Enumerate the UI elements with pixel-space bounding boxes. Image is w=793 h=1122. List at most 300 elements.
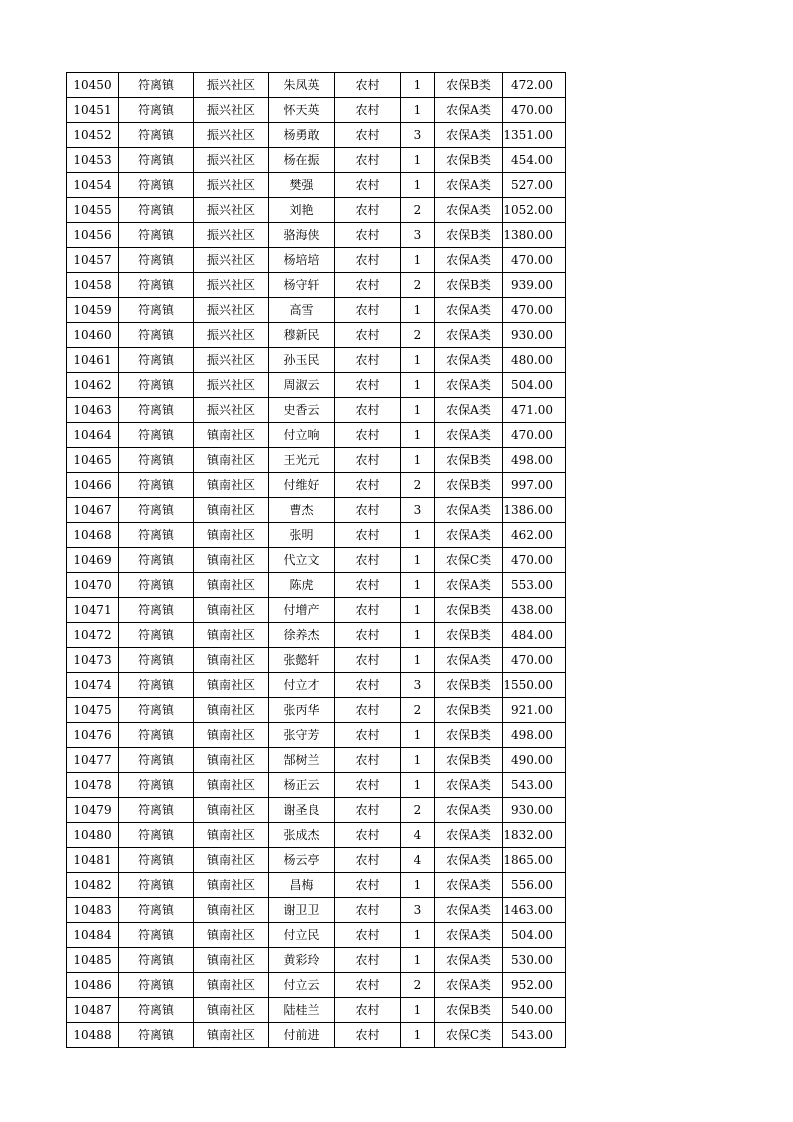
record-number-cell: 10454 (67, 173, 119, 198)
household-count-cell: 1 (401, 773, 435, 798)
name-cell: 陈虎 (269, 573, 335, 598)
insurance-category-cell: 农保A类 (435, 98, 503, 123)
table-row (67, 98, 566, 123)
record-number-cell: 10456 (67, 223, 119, 248)
household-count-cell: 1 (401, 948, 435, 973)
insurance-category-cell: 农保B类 (435, 448, 503, 473)
record-number-cell: 10481 (67, 848, 119, 873)
amount-cell: 504.00 (503, 373, 566, 398)
town-cell: 符离镇 (119, 1023, 194, 1048)
amount-cell: 1052.00 (503, 198, 566, 223)
household-count-cell: 1 (401, 398, 435, 423)
community-cell: 振兴社区 (194, 323, 269, 348)
community-cell: 振兴社区 (194, 198, 269, 223)
community-cell: 振兴社区 (194, 398, 269, 423)
table-row (67, 573, 566, 598)
amount-cell: 939.00 (503, 273, 566, 298)
table-row (67, 1023, 566, 1048)
area-type-cell: 农村 (335, 773, 401, 798)
town-cell: 符离镇 (119, 373, 194, 398)
area-type-cell: 农村 (335, 698, 401, 723)
area-type-cell: 农村 (335, 98, 401, 123)
name-cell: 孙玉民 (269, 348, 335, 373)
town-cell: 符离镇 (119, 973, 194, 998)
amount-cell: 462.00 (503, 523, 566, 548)
amount-cell: 921.00 (503, 698, 566, 723)
town-cell: 符离镇 (119, 448, 194, 473)
table-row (67, 273, 566, 298)
area-type-cell: 农村 (335, 348, 401, 373)
area-type-cell: 农村 (335, 798, 401, 823)
amount-cell: 470.00 (503, 98, 566, 123)
table-row (67, 823, 566, 848)
table-row (67, 798, 566, 823)
household-count-cell: 1 (401, 873, 435, 898)
name-cell: 穆新民 (269, 323, 335, 348)
town-cell: 符离镇 (119, 598, 194, 623)
household-count-cell: 3 (401, 223, 435, 248)
area-type-cell: 农村 (335, 73, 401, 98)
town-cell: 符离镇 (119, 798, 194, 823)
town-cell: 符离镇 (119, 348, 194, 373)
insurance-category-cell: 农保A类 (435, 823, 503, 848)
town-cell: 符离镇 (119, 923, 194, 948)
table-row (67, 423, 566, 448)
insurance-category-cell: 农保A类 (435, 373, 503, 398)
community-cell: 振兴社区 (194, 273, 269, 298)
record-number-cell: 10479 (67, 798, 119, 823)
insurance-category-cell: 农保B类 (435, 748, 503, 773)
record-number-cell: 10457 (67, 248, 119, 273)
record-number-cell: 10477 (67, 748, 119, 773)
name-cell: 杨云亭 (269, 848, 335, 873)
community-cell: 振兴社区 (194, 148, 269, 173)
community-cell: 振兴社区 (194, 248, 269, 273)
household-count-cell: 3 (401, 498, 435, 523)
record-number-cell: 10471 (67, 598, 119, 623)
community-cell: 镇南社区 (194, 948, 269, 973)
table-row (67, 598, 566, 623)
name-cell: 付立民 (269, 923, 335, 948)
area-type-cell: 农村 (335, 973, 401, 998)
name-cell: 付立云 (269, 973, 335, 998)
table-row (67, 298, 566, 323)
amount-cell: 1380.00 (503, 223, 566, 248)
area-type-cell: 农村 (335, 423, 401, 448)
area-type-cell: 农村 (335, 623, 401, 648)
community-cell: 镇南社区 (194, 548, 269, 573)
area-type-cell: 农村 (335, 223, 401, 248)
town-cell: 符离镇 (119, 273, 194, 298)
community-cell: 振兴社区 (194, 98, 269, 123)
record-number-cell: 10472 (67, 623, 119, 648)
table-row (67, 623, 566, 648)
area-type-cell: 农村 (335, 748, 401, 773)
record-number-cell: 10482 (67, 873, 119, 898)
amount-cell: 470.00 (503, 298, 566, 323)
area-type-cell: 农村 (335, 523, 401, 548)
household-count-cell: 1 (401, 723, 435, 748)
insurance-category-cell: 农保B类 (435, 623, 503, 648)
amount-cell: 438.00 (503, 598, 566, 623)
table-row (67, 448, 566, 473)
table-row (67, 948, 566, 973)
amount-cell: 530.00 (503, 948, 566, 973)
community-cell: 镇南社区 (194, 998, 269, 1023)
community-cell: 镇南社区 (194, 848, 269, 873)
town-cell: 符离镇 (119, 573, 194, 598)
insurance-category-cell: 农保B类 (435, 998, 503, 1023)
area-type-cell: 农村 (335, 998, 401, 1023)
town-cell: 符离镇 (119, 473, 194, 498)
community-cell: 镇南社区 (194, 823, 269, 848)
community-cell: 镇南社区 (194, 798, 269, 823)
name-cell: 杨勇敢 (269, 123, 335, 148)
amount-cell: 543.00 (503, 1023, 566, 1048)
household-count-cell: 1 (401, 548, 435, 573)
area-type-cell: 农村 (335, 1023, 401, 1048)
record-number-cell: 10476 (67, 723, 119, 748)
amount-cell: 484.00 (503, 623, 566, 648)
amount-cell: 930.00 (503, 798, 566, 823)
community-cell: 振兴社区 (194, 298, 269, 323)
amount-cell: 470.00 (503, 248, 566, 273)
amount-cell: 498.00 (503, 448, 566, 473)
household-count-cell: 1 (401, 998, 435, 1023)
household-count-cell: 2 (401, 473, 435, 498)
table-row (67, 248, 566, 273)
community-cell: 镇南社区 (194, 448, 269, 473)
table-row (67, 773, 566, 798)
insurance-category-cell: 农保A类 (435, 948, 503, 973)
town-cell: 符离镇 (119, 298, 194, 323)
record-number-cell: 10458 (67, 273, 119, 298)
community-cell: 振兴社区 (194, 348, 269, 373)
town-cell: 符离镇 (119, 948, 194, 973)
record-number-cell: 10465 (67, 448, 119, 473)
household-count-cell: 1 (401, 923, 435, 948)
table-row (67, 648, 566, 673)
insurance-category-cell: 农保A类 (435, 123, 503, 148)
name-cell: 付立响 (269, 423, 335, 448)
record-number-cell: 10468 (67, 523, 119, 548)
name-cell: 张成杰 (269, 823, 335, 848)
insurance-category-cell: 农保B类 (435, 598, 503, 623)
table-row (67, 198, 566, 223)
name-cell: 刘艳 (269, 198, 335, 223)
insurance-category-cell: 农保A类 (435, 248, 503, 273)
insurance-category-cell: 农保A类 (435, 773, 503, 798)
insurance-category-cell: 农保B类 (435, 673, 503, 698)
record-number-cell: 10464 (67, 423, 119, 448)
town-cell: 符离镇 (119, 773, 194, 798)
insurance-category-cell: 农保A类 (435, 573, 503, 598)
community-cell: 镇南社区 (194, 523, 269, 548)
record-number-cell: 10460 (67, 323, 119, 348)
table-row (67, 973, 566, 998)
insurance-category-cell: 农保A类 (435, 173, 503, 198)
household-count-cell: 3 (401, 673, 435, 698)
name-cell: 付维好 (269, 473, 335, 498)
record-number-cell: 10466 (67, 473, 119, 498)
name-cell: 谢圣良 (269, 798, 335, 823)
town-cell: 符离镇 (119, 98, 194, 123)
amount-cell: 1832.00 (503, 823, 566, 848)
record-number-cell: 10470 (67, 573, 119, 598)
record-number-cell: 10461 (67, 348, 119, 373)
town-cell: 符离镇 (119, 998, 194, 1023)
town-cell: 符离镇 (119, 623, 194, 648)
record-number-cell: 10450 (67, 73, 119, 98)
table-row (67, 323, 566, 348)
community-cell: 振兴社区 (194, 123, 269, 148)
name-cell: 付立才 (269, 673, 335, 698)
household-count-cell: 1 (401, 623, 435, 648)
insurance-category-cell: 农保A类 (435, 298, 503, 323)
table-row (67, 723, 566, 748)
town-cell: 符离镇 (119, 648, 194, 673)
area-type-cell: 农村 (335, 323, 401, 348)
area-type-cell: 农村 (335, 473, 401, 498)
amount-cell: 543.00 (503, 773, 566, 798)
table-row (67, 898, 566, 923)
community-cell: 振兴社区 (194, 373, 269, 398)
table-row (67, 673, 566, 698)
household-count-cell: 1 (401, 373, 435, 398)
area-type-cell: 农村 (335, 123, 401, 148)
household-count-cell: 2 (401, 273, 435, 298)
community-cell: 镇南社区 (194, 573, 269, 598)
area-type-cell: 农村 (335, 848, 401, 873)
town-cell: 符离镇 (119, 148, 194, 173)
town-cell: 符离镇 (119, 223, 194, 248)
table-row (67, 923, 566, 948)
town-cell: 符离镇 (119, 248, 194, 273)
record-number-cell: 10478 (67, 773, 119, 798)
town-cell: 符离镇 (119, 423, 194, 448)
amount-cell: 997.00 (503, 473, 566, 498)
area-type-cell: 农村 (335, 548, 401, 573)
table-row (67, 223, 566, 248)
community-cell: 镇南社区 (194, 973, 269, 998)
name-cell: 骆海侠 (269, 223, 335, 248)
table-row (67, 523, 566, 548)
area-type-cell: 农村 (335, 498, 401, 523)
household-count-cell: 1 (401, 598, 435, 623)
insurance-category-cell: 农保A类 (435, 648, 503, 673)
town-cell: 符离镇 (119, 73, 194, 98)
insurance-category-cell: 农保A类 (435, 523, 503, 548)
record-number-cell: 10487 (67, 998, 119, 1023)
name-cell: 王光元 (269, 448, 335, 473)
name-cell: 怀天英 (269, 98, 335, 123)
household-count-cell: 1 (401, 348, 435, 373)
household-count-cell: 1 (401, 73, 435, 98)
amount-cell: 498.00 (503, 723, 566, 748)
town-cell: 符离镇 (119, 898, 194, 923)
insurance-category-cell: 农保B类 (435, 148, 503, 173)
amount-cell: 952.00 (503, 973, 566, 998)
table-row (67, 173, 566, 198)
insurance-category-cell: 农保A类 (435, 498, 503, 523)
community-cell: 镇南社区 (194, 498, 269, 523)
area-type-cell: 农村 (335, 148, 401, 173)
name-cell: 代立文 (269, 548, 335, 573)
area-type-cell: 农村 (335, 598, 401, 623)
insurance-category-cell: 农保C类 (435, 1023, 503, 1048)
household-count-cell: 1 (401, 148, 435, 173)
table-row (67, 698, 566, 723)
record-number-cell: 10453 (67, 148, 119, 173)
town-cell: 符离镇 (119, 123, 194, 148)
town-cell: 符离镇 (119, 398, 194, 423)
table-row (67, 473, 566, 498)
insurance-category-cell: 农保B类 (435, 273, 503, 298)
table-row (67, 373, 566, 398)
area-type-cell: 农村 (335, 198, 401, 223)
town-cell: 符离镇 (119, 823, 194, 848)
area-type-cell: 农村 (335, 648, 401, 673)
area-type-cell: 农村 (335, 898, 401, 923)
record-number-cell: 10485 (67, 948, 119, 973)
record-number-cell: 10451 (67, 98, 119, 123)
household-count-cell: 1 (401, 573, 435, 598)
table-row (67, 348, 566, 373)
town-cell: 符离镇 (119, 198, 194, 223)
name-cell: 张丙华 (269, 698, 335, 723)
household-count-cell: 2 (401, 973, 435, 998)
table-row (67, 148, 566, 173)
insurance-category-cell: 农保A类 (435, 398, 503, 423)
amount-cell: 540.00 (503, 998, 566, 1023)
community-cell: 镇南社区 (194, 873, 269, 898)
amount-cell: 504.00 (503, 923, 566, 948)
table-row (67, 748, 566, 773)
table-row (67, 873, 566, 898)
name-cell: 朱凤英 (269, 73, 335, 98)
community-cell: 镇南社区 (194, 773, 269, 798)
area-type-cell: 农村 (335, 923, 401, 948)
community-cell: 镇南社区 (194, 698, 269, 723)
table-body (67, 73, 566, 1048)
name-cell: 陆桂兰 (269, 998, 335, 1023)
name-cell: 史香云 (269, 398, 335, 423)
town-cell: 符离镇 (119, 673, 194, 698)
area-type-cell: 农村 (335, 298, 401, 323)
name-cell: 付增产 (269, 598, 335, 623)
household-count-cell: 1 (401, 748, 435, 773)
record-number-cell: 10459 (67, 298, 119, 323)
record-number-cell: 10463 (67, 398, 119, 423)
community-cell: 镇南社区 (194, 673, 269, 698)
town-cell: 符离镇 (119, 698, 194, 723)
name-cell: 樊强 (269, 173, 335, 198)
insurance-category-cell: 农保A类 (435, 898, 503, 923)
community-cell: 镇南社区 (194, 598, 269, 623)
insurance-category-cell: 农保B类 (435, 73, 503, 98)
amount-cell: 472.00 (503, 73, 566, 98)
community-cell: 镇南社区 (194, 748, 269, 773)
table-row (67, 123, 566, 148)
record-number-cell: 10462 (67, 373, 119, 398)
record-number-cell: 10488 (67, 1023, 119, 1048)
record-number-cell: 10483 (67, 898, 119, 923)
record-number-cell: 10469 (67, 548, 119, 573)
town-cell: 符离镇 (119, 848, 194, 873)
household-count-cell: 1 (401, 173, 435, 198)
record-number-cell: 10480 (67, 823, 119, 848)
amount-cell: 490.00 (503, 748, 566, 773)
household-count-cell: 1 (401, 423, 435, 448)
area-type-cell: 农村 (335, 398, 401, 423)
amount-cell: 454.00 (503, 148, 566, 173)
household-count-cell: 2 (401, 323, 435, 348)
amount-cell: 1463.00 (503, 898, 566, 923)
insurance-category-cell: 农保B类 (435, 698, 503, 723)
community-cell: 镇南社区 (194, 473, 269, 498)
name-cell: 张懿轩 (269, 648, 335, 673)
insurance-category-cell: 农保A类 (435, 423, 503, 448)
insurance-category-cell: 农保C类 (435, 548, 503, 573)
amount-cell: 553.00 (503, 573, 566, 598)
household-count-cell: 4 (401, 823, 435, 848)
record-number-cell: 10455 (67, 198, 119, 223)
household-count-cell: 1 (401, 1023, 435, 1048)
name-cell: 郜树兰 (269, 748, 335, 773)
insurance-category-cell: 农保B类 (435, 473, 503, 498)
amount-cell: 470.00 (503, 648, 566, 673)
amount-cell: 470.00 (503, 548, 566, 573)
area-type-cell: 农村 (335, 448, 401, 473)
amount-cell: 556.00 (503, 873, 566, 898)
area-type-cell: 农村 (335, 273, 401, 298)
area-type-cell: 农村 (335, 823, 401, 848)
town-cell: 符离镇 (119, 723, 194, 748)
area-type-cell: 农村 (335, 373, 401, 398)
insurance-category-cell: 农保A类 (435, 348, 503, 373)
amount-cell: 527.00 (503, 173, 566, 198)
area-type-cell: 农村 (335, 248, 401, 273)
household-count-cell: 1 (401, 648, 435, 673)
amount-cell: 471.00 (503, 398, 566, 423)
community-cell: 镇南社区 (194, 898, 269, 923)
household-count-cell: 3 (401, 123, 435, 148)
table-row (67, 998, 566, 1023)
record-number-cell: 10475 (67, 698, 119, 723)
record-number-cell: 10452 (67, 123, 119, 148)
town-cell: 符离镇 (119, 873, 194, 898)
household-count-cell: 2 (401, 198, 435, 223)
amount-cell: 470.00 (503, 423, 566, 448)
insurance-category-cell: 农保A类 (435, 848, 503, 873)
name-cell: 高雪 (269, 298, 335, 323)
area-type-cell: 农村 (335, 673, 401, 698)
household-count-cell: 1 (401, 448, 435, 473)
table-row (67, 548, 566, 573)
community-cell: 镇南社区 (194, 1023, 269, 1048)
amount-cell: 1550.00 (503, 673, 566, 698)
insurance-category-cell: 农保B类 (435, 223, 503, 248)
name-cell: 杨在振 (269, 148, 335, 173)
name-cell: 曹杰 (269, 498, 335, 523)
table-row (67, 73, 566, 98)
household-count-cell: 1 (401, 98, 435, 123)
community-cell: 振兴社区 (194, 73, 269, 98)
household-count-cell: 1 (401, 298, 435, 323)
record-number-cell: 10467 (67, 498, 119, 523)
amount-cell: 1865.00 (503, 848, 566, 873)
community-cell: 镇南社区 (194, 923, 269, 948)
